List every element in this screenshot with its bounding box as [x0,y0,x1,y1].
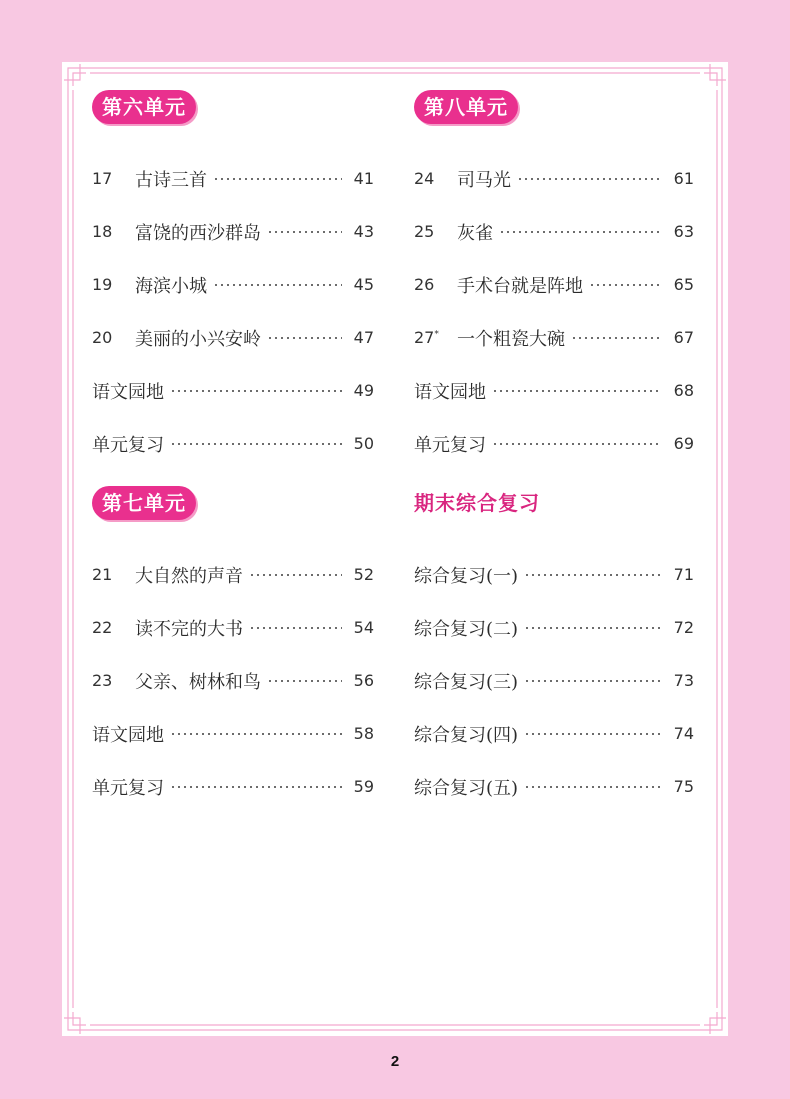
toc-entry[interactable] [92,417,374,470]
lesson-title: 一个粗瓷大碗 [457,328,565,350]
dot-leader [170,389,342,393]
dot-leader [517,177,662,181]
dot-leader [170,732,342,736]
page-number: 52 [353,565,374,584]
page-number: 74 [673,724,694,743]
page-number: 49 [353,381,374,400]
toc-entry[interactable] [414,152,694,205]
dot-leader [170,785,342,789]
entry-title: 综合复习(一) [414,565,519,587]
dot-leader [213,283,342,287]
lesson-number: 22 [92,618,113,637]
toc-entry[interactable] [414,364,694,417]
page-number: 65 [673,275,694,294]
page-number: 71 [673,565,694,584]
toc-entry[interactable] [92,548,374,601]
page-number: 47 [353,328,374,347]
dot-leader [524,626,662,630]
page-number: 59 [353,777,374,796]
unit-8-badge: 第八单元 [414,90,518,124]
lesson-title: 海滨小城 [135,275,207,297]
page-number: 63 [673,222,694,241]
entry-title: 综合复习(三) [414,671,519,693]
lesson-number: 25 [414,222,435,241]
entry-title: 单元复习 [92,777,164,799]
toc-entry[interactable] [92,152,374,205]
toc-entry[interactable] [414,311,694,364]
dot-leader [571,336,662,340]
lesson-number-value: 27 [414,328,435,347]
entry-title: 语文园地 [92,381,164,403]
page-number: 68 [673,381,694,400]
page-number: 56 [353,671,374,690]
toc-entry[interactable] [414,760,694,813]
lesson-number: 26 [414,275,435,294]
dot-leader [524,679,662,683]
toc-entry[interactable] [92,654,374,707]
lesson-number: 17 [92,169,113,188]
dot-leader [267,336,342,340]
dot-leader [267,679,342,683]
page-number: 54 [353,618,374,637]
toc-entry[interactable] [92,760,374,813]
final-review-heading: 期末综合复习 [414,491,540,515]
lesson-title: 古诗三首 [135,169,207,191]
lesson-number: 21 [92,565,113,584]
dot-leader [524,785,662,789]
lesson-number: 18 [92,222,113,241]
left-column [92,90,374,813]
page-number: 41 [353,169,374,188]
lesson-title: 富饶的西沙群岛 [135,222,261,244]
entry-title: 综合复习(四) [414,724,519,746]
entry-title: 单元复习 [414,434,486,456]
unit-7-badge: 第七单元 [92,486,196,520]
optional-mark: * [434,329,439,340]
dot-leader [213,177,342,181]
page-number: 73 [673,671,694,690]
dot-leader [492,389,662,393]
dot-leader [170,442,342,446]
lesson-title: 手术台就是阵地 [457,275,583,297]
dot-leader [267,230,342,234]
entry-title: 综合复习(五) [414,777,519,799]
page-number: 43 [353,222,374,241]
entry-title: 语文园地 [414,381,486,403]
entry-title: 单元复习 [92,434,164,456]
toc-entry[interactable] [92,601,374,654]
entry-title: 综合复习(二) [414,618,519,640]
lesson-title: 读不完的大书 [135,618,243,640]
lesson-title: 父亲、树林和鸟 [135,671,261,693]
lesson-title: 灰雀 [457,222,493,244]
toc-entry[interactable] [414,654,694,707]
dot-leader [524,732,662,736]
page-number: 50 [353,434,374,453]
entry-title: 语文园地 [92,724,164,746]
dot-leader [524,573,662,577]
dot-leader [249,573,342,577]
toc-entry[interactable] [92,205,374,258]
toc-entry[interactable] [414,707,694,760]
lesson-number: 24 [414,169,435,188]
toc-entry[interactable] [414,601,694,654]
toc-entry[interactable] [414,258,694,311]
dot-leader [249,626,342,630]
lesson-title: 美丽的小兴安岭 [135,328,261,350]
page-number: 58 [353,724,374,743]
dot-leader [499,230,662,234]
toc-entry[interactable] [92,258,374,311]
page-number: 45 [353,275,374,294]
page-number: 61 [673,169,694,188]
page-number: 72 [673,618,694,637]
lesson-title: 大自然的声音 [135,565,243,587]
toc-entry[interactable] [92,364,374,417]
toc-entry[interactable] [414,548,694,601]
lesson-title: 司马光 [457,169,511,191]
lesson-number: 23 [92,671,113,690]
dot-leader [589,283,662,287]
lesson-number: 20 [92,328,113,347]
page-number: 69 [673,434,694,453]
dot-leader [492,442,662,446]
lesson-number [414,328,457,347]
toc-entry[interactable] [92,707,374,760]
toc-entry[interactable] [414,417,694,470]
unit-6-badge: 第六单元 [92,90,196,124]
lesson-number: 19 [92,275,113,294]
right-column [414,90,694,813]
footer-page-number: 2 [390,1053,400,1070]
toc-entry[interactable] [92,311,374,364]
page-number: 75 [673,777,694,796]
toc-entry[interactable] [414,205,694,258]
page-number: 67 [673,328,694,347]
